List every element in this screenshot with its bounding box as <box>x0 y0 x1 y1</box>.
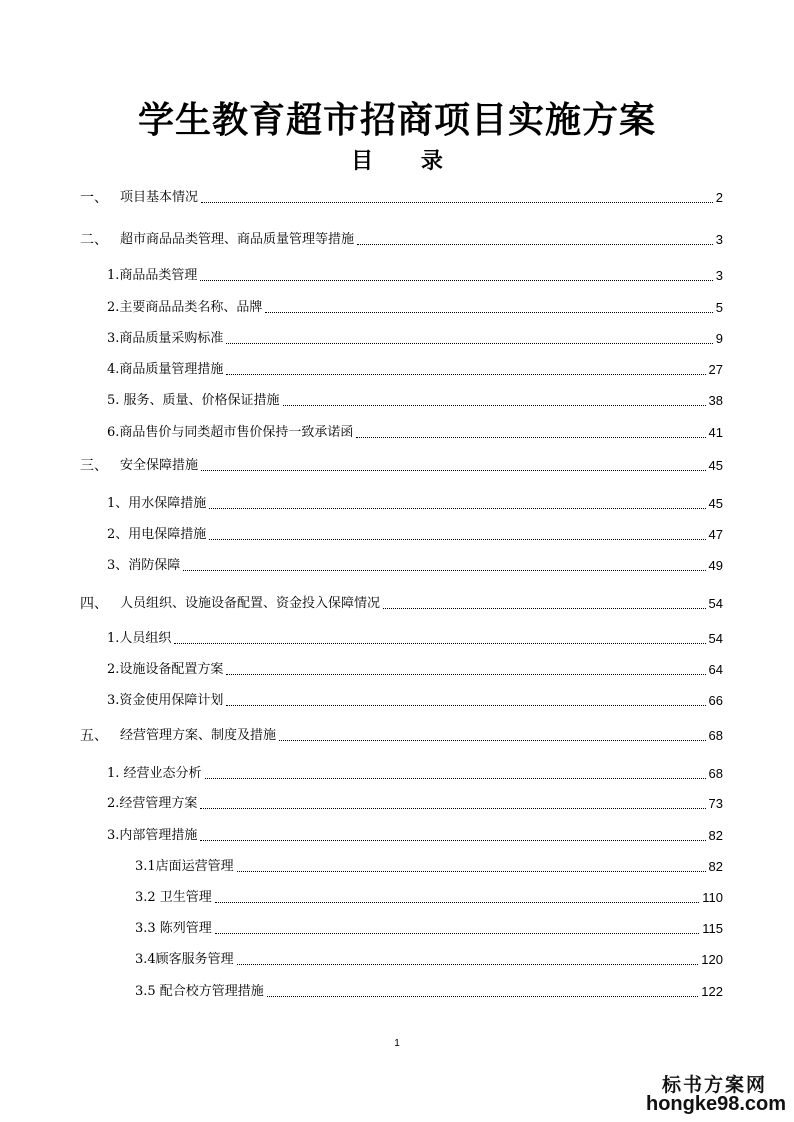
toc-entry-page: 66 <box>708 693 723 708</box>
toc-entry[interactable] <box>80 590 723 612</box>
toc-entry-page: 49 <box>708 558 723 573</box>
toc-entry-label: 3.商品质量采购标准 <box>107 331 224 346</box>
toc-entry-page: 41 <box>708 425 723 440</box>
toc-entry[interactable] <box>135 915 723 937</box>
toc-entry-number: 四、 <box>80 596 108 612</box>
toc-leader-dots <box>215 901 699 903</box>
toc-entry-page: 54 <box>708 631 723 646</box>
toc-leader-dots <box>209 538 705 540</box>
toc-entry-label: 2.设施设备配置方案 <box>107 662 224 677</box>
toc-entry[interactable] <box>80 184 723 206</box>
toc-entry[interactable] <box>107 760 723 782</box>
toc-leader-dots <box>383 607 706 609</box>
toc-leader-dots <box>183 569 705 571</box>
toc-entry-label: 3.资金使用保障计划 <box>107 693 224 708</box>
toc-entry-label: 经营管理方案、制度及措施 <box>120 728 277 743</box>
watermark-cn: 标书方案网 <box>662 1074 768 1096</box>
toc-entry-label: 安全保障措施 <box>120 458 199 473</box>
toc-entry-label: 3.2 卫生管理 <box>135 890 212 905</box>
toc-entry[interactable] <box>135 853 723 875</box>
toc-entry-page: 120 <box>701 952 723 967</box>
page-number: 1 <box>394 1038 400 1049</box>
toc-entry-page: 3 <box>715 232 723 247</box>
toc-entry-page: 5 <box>715 300 723 315</box>
toc-entry[interactable] <box>107 356 723 378</box>
toc-entry[interactable] <box>107 521 723 543</box>
toc-entry[interactable] <box>135 978 723 1000</box>
toc-entry[interactable] <box>80 452 723 474</box>
toc-entry-label: 3.5 配合校方管理措施 <box>135 984 264 999</box>
toc-entry[interactable] <box>107 325 723 347</box>
toc-entry-page: 73 <box>708 796 723 811</box>
toc-entry-label: 人员组织、设施设备配置、资金投入保障情况 <box>120 596 381 611</box>
toc-entry-page: 45 <box>708 458 723 473</box>
toc-leader-dots <box>215 932 699 934</box>
toc-entry[interactable] <box>107 419 723 441</box>
toc-entry-label: 3、消防保障 <box>107 558 181 573</box>
page-title: 学生教育超市招商项目实施方案 <box>137 100 656 141</box>
toc-leader-dots <box>226 342 712 344</box>
toc-entry-label: 超市商品品类管理、商品质量管理等措施 <box>120 232 355 247</box>
toc-entry[interactable] <box>107 687 723 709</box>
toc-leader-dots <box>209 507 705 509</box>
toc-entry-number: 三、 <box>80 458 108 474</box>
toc-entry[interactable] <box>107 790 723 812</box>
toc-entry-page: 68 <box>708 728 723 743</box>
toc-entry-label: 3.1店面运营管理 <box>135 859 234 874</box>
toc-entry-label: 2、用电保障措施 <box>107 527 207 542</box>
toc-entry-page: 68 <box>708 766 723 781</box>
toc-entry[interactable] <box>107 822 723 844</box>
toc-entry-number: 二、 <box>80 232 108 248</box>
toc-entry-label: 项目基本情况 <box>120 190 199 205</box>
toc-entry[interactable] <box>107 262 723 284</box>
toc-leader-dots <box>226 673 705 675</box>
toc-entry-label: 1、用水保障措施 <box>107 496 207 511</box>
toc-leader-dots <box>237 870 706 872</box>
toc-leader-dots <box>200 839 705 841</box>
toc-entry-label: 3.内部管理措施 <box>107 828 198 843</box>
toc-leader-dots <box>357 243 713 245</box>
toc-leader-dots <box>200 807 705 809</box>
toc-entry-page: 47 <box>708 527 723 542</box>
toc-entry-page: 115 <box>702 921 723 936</box>
toc-leader-dots <box>201 469 706 471</box>
toc-entry-label: 2.经营管理方案 <box>107 796 198 811</box>
toc-entry[interactable] <box>107 490 723 512</box>
toc-leader-dots <box>226 373 705 375</box>
toc-entry[interactable] <box>135 946 723 968</box>
toc-entry-number: 一、 <box>80 190 108 206</box>
watermark-en: hongke98.com <box>646 1093 787 1115</box>
toc-entry-label: 1.人员组织 <box>107 631 172 646</box>
toc-entry[interactable] <box>107 625 723 647</box>
toc-leader-dots <box>237 963 699 965</box>
toc-entry-page: 64 <box>708 662 723 677</box>
toc-leader-dots <box>201 201 713 203</box>
toc-entry-page: 54 <box>708 596 723 611</box>
toc-entry-number: 五、 <box>80 728 108 744</box>
toc-leader-dots <box>267 995 698 997</box>
toc-entry-page: 110 <box>702 890 723 905</box>
toc-entry-page: 82 <box>708 859 723 874</box>
toc-entry-label: 3.4顾客服务管理 <box>135 952 234 967</box>
toc-entry-label: 6.商品售价与同类超市售价保持一致承诺函 <box>107 425 354 440</box>
toc-entry[interactable] <box>107 552 723 574</box>
toc-entry[interactable] <box>80 226 723 248</box>
toc-leader-dots <box>226 704 705 706</box>
toc-leader-dots <box>265 311 712 313</box>
toc-entry-label: 3.3 陈列管理 <box>135 921 212 936</box>
toc-leader-dots <box>174 642 705 644</box>
toc-leader-dots <box>200 279 712 281</box>
toc-entry-page: 82 <box>708 828 723 843</box>
toc-entry-page: 27 <box>708 362 723 377</box>
toc-entry-page: 45 <box>708 496 723 511</box>
toc-entry[interactable] <box>107 387 723 409</box>
toc-entry-label: 1.商品品类管理 <box>107 268 198 283</box>
toc-entry[interactable] <box>107 656 723 678</box>
toc-entry-label: 2.主要商品品类名称、品牌 <box>107 300 263 315</box>
toc-leader-dots <box>356 436 705 438</box>
toc-entry-label: 1. 经营业态分析 <box>107 766 202 781</box>
toc-entry-page: 38 <box>708 393 723 408</box>
toc-entry-page: 122 <box>701 984 723 999</box>
toc-entry-page: 3 <box>715 268 723 283</box>
toc-entry-label: 5. 服务、质量、价格保证措施 <box>107 393 280 408</box>
toc-entry-label: 4.商品质量管理措施 <box>107 362 224 377</box>
toc-entry[interactable] <box>135 884 723 906</box>
toc-leader-dots <box>279 739 706 741</box>
toc-entry-page: 9 <box>715 331 723 346</box>
toc-heading: 目 录 <box>351 149 463 174</box>
toc-leader-dots <box>205 777 706 779</box>
toc-entry[interactable] <box>80 722 723 744</box>
toc-entry[interactable] <box>107 294 723 316</box>
toc-entry-page: 2 <box>715 190 723 205</box>
toc-leader-dots <box>283 404 706 406</box>
